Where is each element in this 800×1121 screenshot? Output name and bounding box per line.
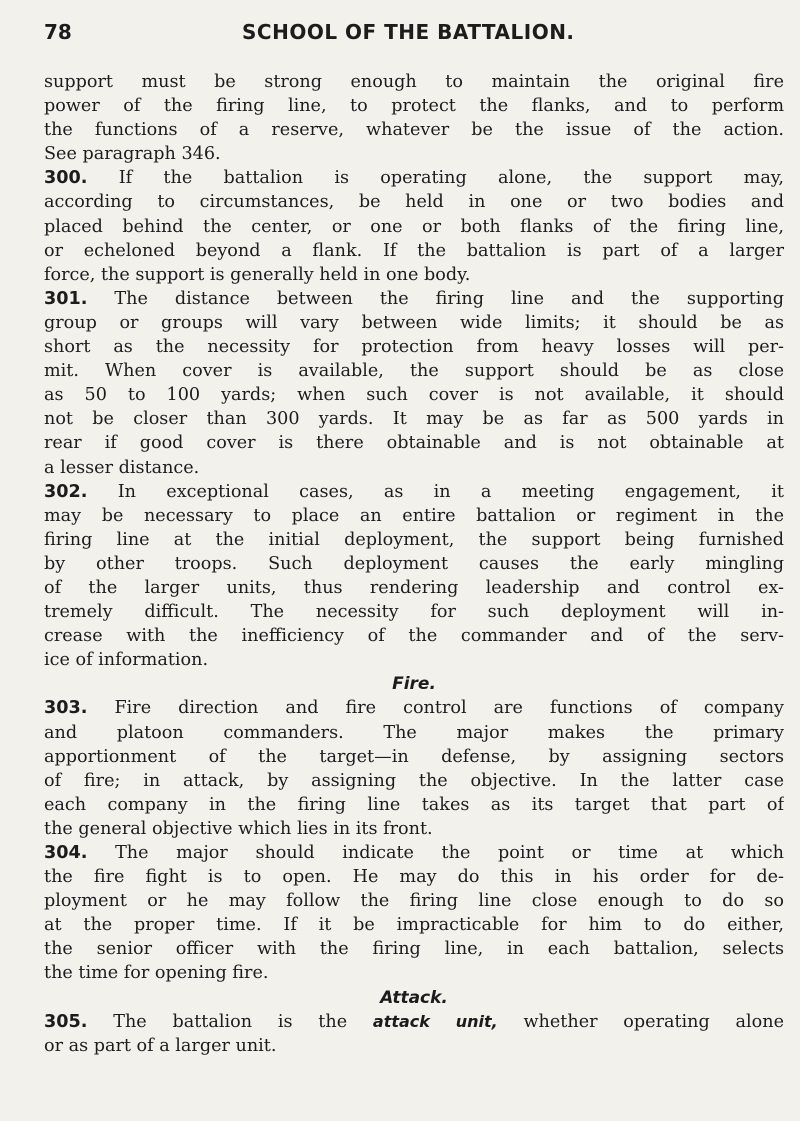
text-line: the functions of a reserve, whatever be the issue of the action. bbox=[44, 120, 784, 141]
paragraph-302-first-line bbox=[44, 480, 784, 504]
text-line: ployment or he may follow the firing line close enough to do so bbox=[44, 891, 784, 912]
book-page bbox=[44, 14, 784, 1058]
paragraph-303-first-line bbox=[44, 696, 784, 720]
text-line: ice of information. bbox=[44, 650, 209, 671]
text-line: as 50 to 100 yards; when such cover is not available, it should bbox=[44, 385, 784, 406]
text-line: by other troops. Such deployment causes the early mingling bbox=[44, 553, 784, 574]
text-line: crease with the inefficiency of the commander and of the serv- bbox=[44, 626, 784, 647]
paragraph-number: 305. bbox=[44, 1011, 88, 1032]
text-fragment: The battalion is the bbox=[113, 1011, 348, 1032]
text-line: apportionment of the target—in defense, by assigning sectors bbox=[44, 746, 784, 767]
text-line: rear if good cover is there obtainable and is not obtainable at bbox=[44, 433, 784, 454]
paragraph-301-first-line bbox=[44, 287, 784, 311]
text-fragment: Fire direction and fire control are functions of company bbox=[114, 698, 784, 719]
text-line: mit. When cover is available, the support should be as close bbox=[44, 361, 784, 382]
text-line: the general objective which lies in its front. bbox=[44, 818, 433, 839]
text-line: each company in the firing line takes as its target that part of bbox=[44, 794, 784, 815]
text-line: of the larger units, thus rendering leadership and control ex- bbox=[44, 577, 784, 598]
text-line: or as part of a larger unit. bbox=[44, 1035, 277, 1056]
text-line: a lesser distance. bbox=[44, 457, 200, 478]
text-line: placed behind the center, or one or both flanks of the firing line, bbox=[44, 216, 784, 237]
text-line: See paragraph 346. bbox=[44, 144, 221, 165]
text-line: force, the support is generally held in one body. bbox=[44, 264, 471, 285]
section-heading-fire: Fire. bbox=[392, 674, 436, 695]
text-line: support must be strong enough to maintain the original fire bbox=[44, 72, 784, 92]
italic-term: attack unit, bbox=[372, 1011, 498, 1031]
paragraph-number: 302. bbox=[44, 481, 88, 502]
text-line: at the proper time. If it be impracticable for him to do either, bbox=[44, 915, 784, 936]
text-line: group or groups will vary between wide limits; it should be as bbox=[44, 312, 784, 333]
text-line: the time for opening fire. bbox=[44, 963, 269, 984]
text-line: of fire; in attack, by assigning the objective. In the latter case bbox=[44, 770, 784, 791]
text-line: short as the necessity for protection from heavy losses will per- bbox=[44, 337, 784, 358]
text-fragment: whether operating alone bbox=[523, 1011, 784, 1032]
paragraph-305-first-line bbox=[44, 1010, 784, 1034]
text-fragment: If the battalion is operating alone, the support may, bbox=[118, 168, 784, 189]
paragraph-300-first-line bbox=[44, 166, 784, 190]
paragraph-number: 304. bbox=[44, 843, 88, 863]
running-head: SCHOOL OF THE BATTALION. bbox=[242, 20, 575, 44]
text-line: may be necessary to place an entire battalion or regiment in the bbox=[44, 505, 784, 526]
paragraph-number: 303. bbox=[44, 698, 88, 719]
text-line: tremely difficult. The necessity for such deployment will in- bbox=[44, 602, 784, 623]
text-line: not be closer than 300 yards. It may be as far as 500 yards in bbox=[44, 409, 784, 430]
text-line: firing line at the initial deployment, the support being furnished bbox=[44, 529, 784, 550]
text-line: or echeloned beyond a flank. If the battalion is part of a larger bbox=[44, 240, 784, 261]
paragraph-304-first-line bbox=[44, 841, 784, 865]
text-fragment: The major should indicate the point or time at which bbox=[115, 843, 784, 863]
section-heading-attack: Attack. bbox=[380, 987, 448, 1008]
text-line: power of the firing line, to protect the flanks, and to perform bbox=[44, 96, 784, 117]
text-line: the senior officer with the firing line, in each battalion, selects bbox=[44, 939, 784, 960]
text-line: the fire fight is to open. He may do this in his order for de- bbox=[44, 867, 784, 888]
text-line: according to circumstances, be held in one or two bodies and bbox=[44, 192, 784, 213]
page-header bbox=[44, 14, 784, 60]
paragraph-number: 300. bbox=[44, 168, 88, 189]
text-fragment: In exceptional cases, as in a meeting engagement, it bbox=[117, 481, 784, 502]
paragraph-number: 301. bbox=[44, 288, 88, 309]
page-number: 78 bbox=[44, 20, 72, 44]
text-fragment: The distance between the firing line and the supporting bbox=[114, 288, 784, 309]
text-line: and platoon commanders. The major makes the primary bbox=[44, 722, 784, 743]
body-text bbox=[44, 70, 784, 1058]
